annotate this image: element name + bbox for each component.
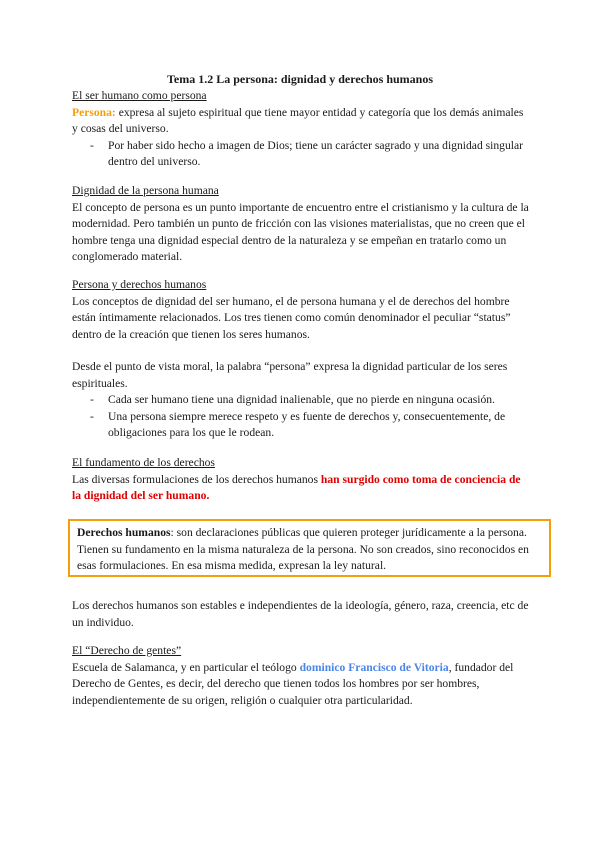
paragraph-text: expresa al sujeto espiritual que tiene mayor entidad y categoría que los demás animales y cosas del universo. bbox=[72, 105, 524, 135]
bullet-list bbox=[72, 138, 532, 171]
page-title: Tema 1.2 La persona: dignidad y derechos humanos bbox=[166, 72, 434, 86]
red-highlight-text: han surgido como toma de conciencia de la dignidad del ser humano. bbox=[72, 472, 521, 502]
section-persona-derechos bbox=[72, 277, 532, 343]
section-paragraph: El concepto de persona es un punto importante de encuentro entre el cristianismo y la cultura de la modernidad. Pero también un punto de fricción con las visiones materialistas, que no creen que el hombre tenga una dignidad especial dentro de la naturaleza y se empeñan en tratarlo como un conglomerado material. bbox=[72, 200, 529, 263]
blue-highlight-text: dominico Francisco de Vitoria bbox=[299, 660, 449, 674]
section-derecho-gentes bbox=[72, 643, 532, 709]
list-item bbox=[72, 409, 532, 442]
section-estabilidad bbox=[72, 598, 532, 631]
definition-paragraph bbox=[77, 525, 543, 575]
term-highlight: Persona: bbox=[72, 105, 116, 119]
section-paragraph: Los conceptos de dignidad del ser humano, el de persona humana y el de derechos del hombre están íntimamente relacionados. Los tres tienen como común denominador el peculiar “status” dentro de la creación que tienen los seres humanos. bbox=[72, 294, 511, 341]
paragraph-text: Las diversas formulaciones de los derechos humanos bbox=[72, 472, 321, 486]
section-paragraph: Desde el punto de vista moral, la palabra “persona” expresa la dignidad particular de los seres espirituales. bbox=[72, 360, 508, 390]
list-item-text: Una persona siempre merece respeto y es fuente de derechos y, consecuentemente, de obligaciones para los que le rodean. bbox=[108, 409, 506, 439]
definition-term: Derechos humanos bbox=[77, 526, 171, 539]
section-heading: Persona y derechos humanos bbox=[72, 278, 207, 291]
section-dignidad bbox=[72, 183, 532, 266]
section-heading: El ser humano como persona bbox=[72, 89, 207, 102]
section-fundamento bbox=[72, 455, 532, 505]
paragraph-text: Escuela de Salamanca, y en particular el teólogo bbox=[72, 660, 300, 674]
section-paragraph: Los derechos humanos son estables e independientes de la ideología, género, raza, creencia, etc de un individuo. bbox=[72, 599, 529, 629]
section-heading: El fundamento de los derechos bbox=[72, 456, 215, 469]
list-item-text: Por haber sido hecho a imagen de Dios; tiene un carácter sagrado y una dignidad singular dentro del universo. bbox=[108, 138, 523, 168]
section-heading: El “Derecho de gentes” bbox=[72, 644, 182, 657]
section-punto-vista-moral bbox=[72, 359, 532, 442]
section-paragraph bbox=[72, 472, 532, 505]
list-item-text: Cada ser humano tiene una dignidad inalienable, que no pierde en ninguna ocasión. bbox=[108, 393, 495, 406]
section-paragraph bbox=[72, 660, 532, 710]
section-persona bbox=[72, 88, 532, 171]
definition-text: : son declaraciones públicas que quieren proteger jurídicamente a la persona. Tienen su fundamento en la misma naturaleza de la persona. No son creados, sino reconocidos en esas formulaciones. En esa misma medida, expresan la ley natural. bbox=[77, 526, 529, 572]
list-item bbox=[72, 138, 532, 171]
dash-bullet-icon: - bbox=[90, 393, 94, 406]
dash-bullet-icon: - bbox=[90, 409, 94, 423]
paragraph-text: , fundador del Derecho de Gentes, es decir, del derecho que tienen todos los hombres por ser hombres, independientemente de su origen, religión o cualquier otra particularidad. bbox=[72, 660, 514, 707]
section-heading: Dignidad de la persona humana bbox=[72, 184, 219, 197]
section-paragraph bbox=[72, 105, 532, 138]
list-item bbox=[72, 392, 532, 409]
bullet-list bbox=[72, 392, 532, 442]
definition-box bbox=[68, 519, 551, 577]
dash-bullet-icon: - bbox=[90, 138, 94, 152]
